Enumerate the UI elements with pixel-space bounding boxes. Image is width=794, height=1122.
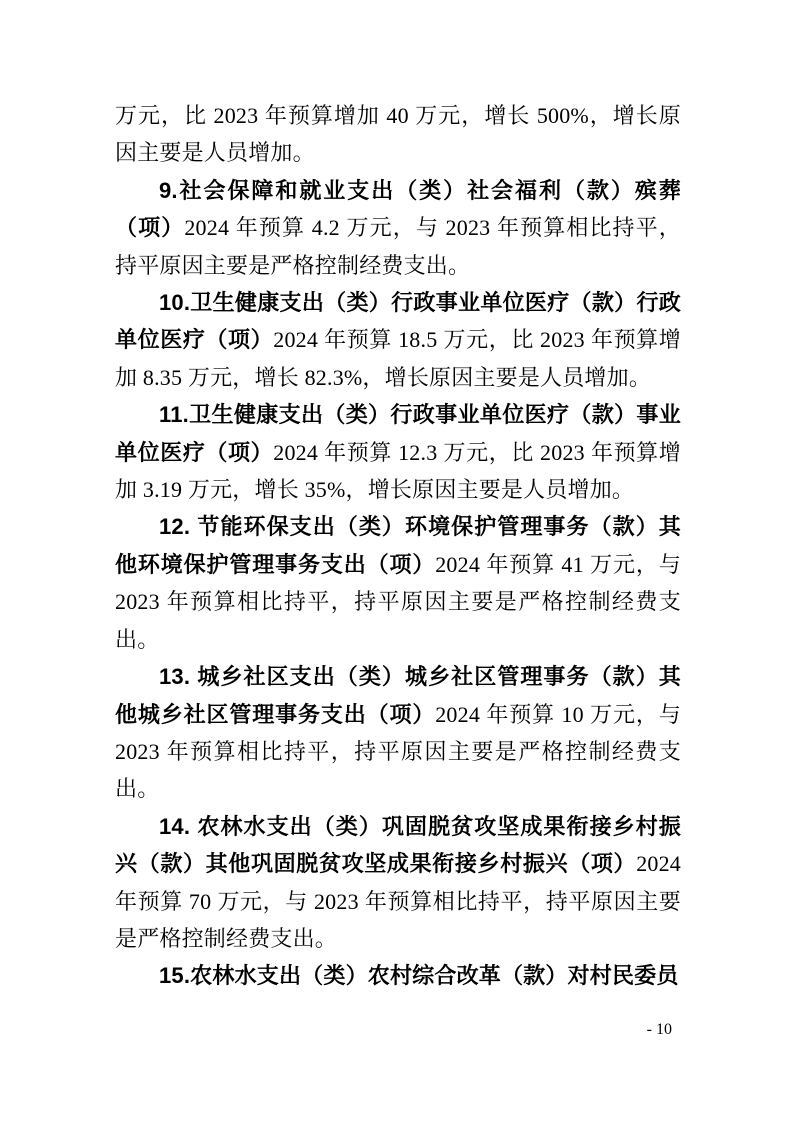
- body-segment: 2024 年预算 10 万元，与 2023 年预算相比持平，持平原因主要是严格控制经费支出。: [115, 701, 681, 802]
- body-segment: 2024 年预算 41 万元，与 2023 年预算相比持平，持平原因主要是严格控制经费支出。: [115, 551, 681, 652]
- heading-segment: 14. 农林水支出（类）巩固脱贫攻坚成果衔接乡村振兴（款）其他巩固脱贫攻坚成果衔接乡村振兴（项）: [115, 813, 681, 877]
- heading-segment: 9.社会保障和就业支出（类）社会福利（款）殡葬（项）: [115, 177, 681, 241]
- paragraph-item-15-partial: [115, 957, 681, 994]
- heading-segment: 11.卫生健康支出（类）行政事业单位医疗（款）事业单位医疗（项）: [115, 402, 681, 465]
- heading-segment: 13. 城乡社区支出（类）城乡社区管理事务（款）其他城乡社区管理事务支出（项）: [115, 664, 681, 727]
- heading-segment: 12. 节能环保支出（类）环境保护管理事务（款）其他环境保护管理事务支出（项）: [115, 514, 681, 577]
- document-body: [115, 97, 681, 995]
- paragraph-item-8-continuation: [115, 97, 681, 172]
- paragraph-item-12: [115, 508, 681, 658]
- paragraph-item-13: [115, 658, 681, 808]
- heading-segment: 15.农林水支出（类）农村综合改革（款）对村民委员: [159, 963, 679, 989]
- heading-segment: 10.卫生健康支出（类）行政事业单位医疗（款）行政单位医疗（项）: [115, 290, 681, 353]
- body-segment: 2024 年预算 12.3 万元，比 2023 年预算增加 3.19 万元，增长 35%，增长原因主要是人员增加。: [115, 439, 681, 503]
- page-number: - 10: [646, 1021, 672, 1038]
- paragraph-item-11: [115, 396, 681, 508]
- body-segment: 2024 年预算 4.2 万元，与 2023 年预算相比持平，持平原因主要是严格控制经费支出。: [115, 215, 681, 278]
- body-segment: 2024 年预算 18.5 万元，比 2023 年预算增加 8.35 万元，增长 82.3%，增长原因主要是人员增加。: [115, 327, 681, 390]
- body-segment: 万元，比 2023 年预算增加 40 万元，增长 500%，增长原因主要是人员增加。: [115, 103, 681, 166]
- paragraph-item-10: [115, 284, 681, 396]
- paragraph-item-9: [115, 172, 681, 284]
- paragraph-item-14: [115, 808, 681, 958]
- body-segment: 2024 年预算 70 万元，与 2023 年预算相比持平，持平原因主要是严格控制经费支出。: [115, 851, 681, 951]
